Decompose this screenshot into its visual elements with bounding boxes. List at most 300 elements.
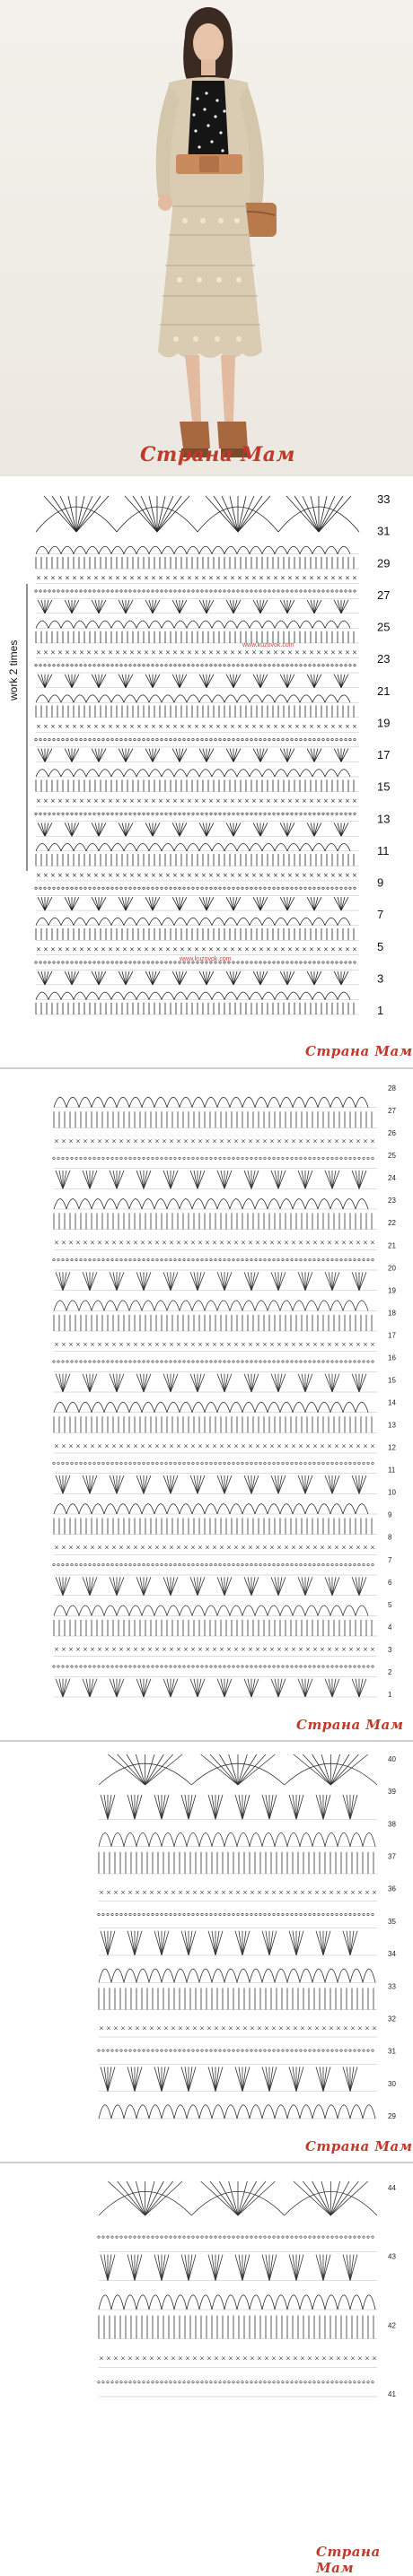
stitch-mark <box>273 1157 275 1159</box>
stitch-mark <box>313 738 315 740</box>
stitch-mark <box>309 887 311 889</box>
stitch-mark <box>125 1462 127 1464</box>
stitch-mark: × <box>277 1544 282 1552</box>
stitch-mark: × <box>201 723 206 731</box>
stitch-mark <box>138 1361 140 1362</box>
stitch-mark: × <box>205 1442 210 1450</box>
stitch-mark <box>282 2236 284 2238</box>
stitch-mark <box>144 1374 147 1392</box>
crochet-chart-2 <box>0 1067 413 1740</box>
row-number: 25 <box>388 1152 396 1161</box>
stitch-mark: × <box>320 1341 325 1348</box>
stitch-mark <box>300 1666 302 1667</box>
stitch-mark <box>372 2236 373 2238</box>
stitch-mark <box>179 813 180 814</box>
stitch-mark <box>300 590 302 592</box>
stitch-mark <box>304 887 306 889</box>
stitch-mark <box>201 887 203 889</box>
stitch-mark <box>44 887 46 889</box>
stitch-mark <box>336 1361 338 1362</box>
stitch-mark <box>65 749 72 762</box>
stitch-mark <box>174 813 176 814</box>
chain-arch <box>312 992 325 999</box>
stitch-mark <box>260 897 264 910</box>
stitch-mark <box>102 1361 104 1362</box>
stitch-mark <box>201 1563 203 1565</box>
stitch-mark <box>237 590 239 592</box>
stitch-mark <box>311 822 314 836</box>
stitch-mark: × <box>356 1239 361 1247</box>
stitch-mark <box>340 1563 342 1565</box>
stitch-mark: × <box>365 2354 370 2363</box>
stitch-mark: × <box>226 1239 232 1247</box>
stitch-mark <box>134 665 136 666</box>
stitch-mark <box>176 674 180 688</box>
stitch-mark <box>277 2381 279 2383</box>
chain-arch <box>154 1199 167 1209</box>
stitch-mark: × <box>226 1544 232 1552</box>
stitch-mark <box>138 962 140 963</box>
stitch-mark <box>259 2236 261 2238</box>
stitch-mark: × <box>235 1888 241 1896</box>
stitch-mark <box>201 1913 203 1915</box>
stitch-mark <box>174 1258 176 1260</box>
stitch-mark <box>131 1931 135 1955</box>
stitch-mark <box>147 1462 149 1464</box>
stitch-mark <box>206 971 210 985</box>
stitch-mark <box>228 1563 230 1565</box>
stitch-mark <box>343 1931 350 1955</box>
stitch-mark <box>122 822 126 836</box>
stitch-mark: × <box>111 1544 117 1552</box>
stitch-mark: × <box>183 1137 189 1145</box>
chain-arch <box>124 695 136 702</box>
stitch-mark <box>188 2381 189 2383</box>
chain-arch <box>268 1504 280 1514</box>
stitch-mark <box>304 738 306 740</box>
stitch-mark <box>314 897 321 910</box>
chain-arch <box>54 1199 66 1209</box>
stitch-mark: × <box>215 796 221 805</box>
stitch-mark <box>90 1272 97 1290</box>
stitch-mark <box>295 813 297 814</box>
chain-arch <box>305 1199 318 1209</box>
stitch-mark: × <box>294 945 300 953</box>
chain-arch <box>356 1402 368 1412</box>
stitch-mark <box>250 887 252 889</box>
stitch-mark <box>268 962 270 963</box>
stitch-mark <box>242 887 243 889</box>
stitch-mark <box>93 813 95 814</box>
chain-arch <box>224 621 237 628</box>
chain-arch <box>129 1606 142 1615</box>
stitch-mark <box>295 590 297 592</box>
stitch-mark <box>138 1913 140 1915</box>
stitch-mark <box>278 1475 282 1493</box>
stitch-mark <box>116 2049 118 2051</box>
stitch-mark <box>259 1361 261 1362</box>
stitch-mark <box>104 1795 108 1819</box>
stitch-mark <box>163 1577 171 1595</box>
stitch-mark <box>239 2067 242 2091</box>
stitch-mark <box>163 1475 171 1493</box>
stitch-mark: × <box>219 1341 224 1348</box>
stitch-mark <box>206 749 210 762</box>
stitch-mark <box>143 813 145 814</box>
stitch-mark <box>372 1563 373 1565</box>
stitch-mark: × <box>68 1239 74 1247</box>
stitch-mark <box>282 1462 284 1464</box>
stitch-mark <box>217 1171 224 1188</box>
stitch-mark <box>161 1563 163 1565</box>
chain-arch <box>330 1606 343 1615</box>
stitch-mark <box>352 1272 359 1290</box>
stitch-mark <box>322 665 324 666</box>
stitch-mark <box>116 2236 118 2238</box>
stitch-mark <box>152 962 154 963</box>
stitch-mark <box>259 2381 261 2383</box>
stitch-mark: × <box>341 1442 347 1450</box>
stitch-mark <box>129 962 131 963</box>
stitch-mark <box>199 897 206 910</box>
stitch-mark: × <box>320 1239 325 1247</box>
stitch-mark <box>352 1577 359 1595</box>
stitch-mark <box>340 1361 342 1362</box>
stitch-mark <box>250 2236 252 2238</box>
stitch-mark <box>273 887 275 889</box>
stitch-mark <box>271 1272 278 1290</box>
stitch-mark <box>99 674 106 688</box>
stitch-mark <box>136 1679 144 1697</box>
row-number: 14 <box>388 1398 396 1407</box>
chain-arch <box>275 695 287 702</box>
stitch-mark <box>62 590 64 592</box>
stitch-mark <box>90 1577 93 1595</box>
chain-arch <box>237 992 250 999</box>
stitch-mark <box>111 962 113 963</box>
stitch-mark <box>300 665 302 666</box>
stitch-mark <box>98 1157 100 1159</box>
stitch-mark <box>161 1361 163 1362</box>
chain-arch <box>66 1301 79 1310</box>
stitch-mark <box>264 1462 266 1464</box>
fan-stitch <box>238 1754 275 1785</box>
stitch-mark <box>149 600 153 614</box>
fan-stitch <box>108 1754 145 1785</box>
stitch-mark <box>286 738 288 740</box>
stitch-mark <box>295 738 297 740</box>
stitch-mark: × <box>111 1646 117 1653</box>
stitch-mark <box>129 665 131 666</box>
stitch-mark <box>250 590 252 592</box>
row-number: 15 <box>377 779 391 794</box>
stitch-mark <box>251 1272 259 1290</box>
stitch-mark <box>210 590 212 592</box>
stitch-mark <box>93 665 95 666</box>
stitch-mark: × <box>341 1544 347 1552</box>
row-number: 31 <box>377 524 391 538</box>
stitch-mark <box>134 1563 136 1565</box>
stitch-mark: × <box>309 871 314 879</box>
stitch-mark: × <box>348 1442 354 1450</box>
stitch-mark <box>197 2381 198 2383</box>
stitch-mark <box>242 2049 243 2051</box>
chain-arch <box>255 1097 268 1107</box>
stitch-mark <box>72 822 79 836</box>
stitch-mark: × <box>284 1341 289 1348</box>
stitch-mark <box>331 962 333 963</box>
stitch-mark: × <box>111 1341 117 1348</box>
stitch-mark <box>117 1577 120 1595</box>
stitch-mark <box>99 600 106 614</box>
stitch-mark: × <box>316 796 321 805</box>
stitch-mark <box>354 1462 356 1464</box>
stitch-mark <box>98 962 100 963</box>
stitch-mark <box>318 1913 320 1915</box>
stitch-mark <box>219 1666 221 1667</box>
stitch-mark: × <box>248 1341 253 1348</box>
stitch-mark: × <box>120 2354 126 2363</box>
stitch-mark: × <box>208 648 214 657</box>
chain-arch <box>192 1402 205 1412</box>
stitch-mark: × <box>171 2024 176 2032</box>
stitch-mark <box>102 887 104 889</box>
stitch-mark <box>98 2236 100 2238</box>
stitch-mark <box>298 1272 305 1290</box>
stitch-mark: × <box>294 796 300 805</box>
chart-diagram <box>0 476 413 1068</box>
stitch-mark <box>120 665 122 666</box>
stitch-mark <box>318 1666 320 1667</box>
chain-arch <box>224 918 237 925</box>
stitch-mark <box>71 1361 73 1362</box>
chain-arch <box>54 1402 66 1412</box>
fan-stitch <box>127 2181 145 2215</box>
stitch-mark <box>325 1171 332 1188</box>
stitch-mark <box>125 738 127 740</box>
stitch-mark <box>147 1258 149 1260</box>
stitch-mark <box>153 600 160 614</box>
stitch-mark <box>242 1157 243 1159</box>
chain-arch <box>142 1301 154 1310</box>
stitch-mark <box>349 2381 351 2383</box>
stitch-mark <box>93 738 95 740</box>
stitch-mark <box>233 962 234 963</box>
chain-arch <box>312 1833 325 1847</box>
stitch-mark <box>192 813 194 814</box>
chain-arch <box>262 1833 275 1847</box>
stitch-mark <box>126 897 129 910</box>
chain-arch <box>338 770 350 777</box>
stitch-mark <box>57 1563 59 1565</box>
fan-stitch <box>145 1754 164 1785</box>
stitch-mark <box>72 971 75 985</box>
stitch-mark <box>257 897 260 910</box>
stitch-mark <box>53 1462 55 1464</box>
chain-arch <box>187 992 199 999</box>
stitch-mark <box>280 897 287 910</box>
stitch-mark <box>304 1157 306 1159</box>
stitch-mark <box>99 971 102 985</box>
stitch-mark <box>273 2236 275 2238</box>
stitch-mark <box>63 1679 70 1697</box>
stitch-mark <box>246 1913 248 1915</box>
stitch-mark <box>262 1931 269 1955</box>
stitch-mark <box>305 1475 309 1493</box>
stitch-mark <box>98 887 100 889</box>
stitch-mark <box>215 887 216 889</box>
chain-arch <box>154 1301 167 1310</box>
stitch-mark <box>305 1374 309 1392</box>
stitch-mark <box>309 1913 311 1915</box>
stitch-mark <box>75 1258 77 1260</box>
chain-arch <box>268 1097 280 1107</box>
chain-arch <box>350 2295 363 2310</box>
chain-arch <box>293 1402 305 1412</box>
stitch-mark <box>171 1475 178 1493</box>
stitch-mark <box>246 1258 248 1260</box>
stitch-mark <box>331 665 333 666</box>
stitch-mark <box>117 1577 124 1595</box>
stitch-mark <box>71 665 73 666</box>
stitch-mark <box>215 2067 219 2091</box>
stitch-mark: × <box>190 1544 196 1552</box>
stitch-mark <box>239 1931 242 1955</box>
stitch-mark <box>349 2236 351 2238</box>
stitch-mark <box>156 1361 158 1362</box>
stitch-mark <box>226 822 233 836</box>
chain-arch <box>199 770 212 777</box>
stitch-mark <box>176 749 180 762</box>
stitch-mark: × <box>162 1442 167 1450</box>
stitch-mark <box>309 2236 311 2238</box>
stitch-mark: × <box>363 1239 368 1247</box>
chain-arch <box>325 918 338 925</box>
row-number: 24 <box>388 1174 396 1183</box>
stitch-mark <box>215 1563 216 1565</box>
stitch-mark <box>72 600 79 614</box>
stitch-mark <box>75 1563 77 1565</box>
stitch-mark: × <box>97 1341 102 1348</box>
stitch-mark <box>63 1475 70 1493</box>
stitch-mark <box>199 600 206 614</box>
stitch-mark: × <box>183 1341 189 1348</box>
chain-arch <box>242 1301 255 1310</box>
stitch-mark <box>140 1577 144 1595</box>
stitch-mark <box>98 2381 100 2383</box>
stitch-mark: × <box>264 2354 269 2363</box>
stitch-mark <box>304 1913 306 1915</box>
stitch-mark <box>268 2236 270 2238</box>
row-number: 5 <box>377 939 384 953</box>
stitch-mark <box>116 1361 118 1362</box>
stitch-mark <box>198 1272 205 1290</box>
stitch-mark <box>278 1374 286 1392</box>
stitch-mark <box>116 887 118 889</box>
chain-arch <box>199 992 212 999</box>
stitch-mark <box>206 897 210 910</box>
stitch-mark <box>176 600 180 614</box>
stitch-mark: × <box>302 871 307 879</box>
chain-arch <box>338 2105 350 2119</box>
stitch-mark: × <box>327 1341 332 1348</box>
stitch-mark <box>161 1157 163 1159</box>
stitch-mark: × <box>212 1442 217 1450</box>
stitch-mark <box>343 2067 350 2091</box>
stitch-mark <box>311 971 314 985</box>
stitch-mark <box>180 971 187 985</box>
stitch-mark <box>302 1171 305 1188</box>
stitch-mark <box>255 2381 257 2383</box>
stitch-mark <box>350 1795 354 1819</box>
stitch-mark <box>116 665 118 666</box>
stitch-mark <box>275 1272 278 1290</box>
stitch-mark <box>80 1563 82 1565</box>
stitch-mark <box>354 2381 356 2383</box>
stitch-mark <box>275 1374 278 1392</box>
stitch-mark <box>165 1913 167 1915</box>
stitch-mark <box>84 1361 86 1362</box>
stitch-mark <box>183 1361 185 1362</box>
chain-arch <box>318 1097 330 1107</box>
stitch-mark: × <box>241 1544 246 1552</box>
chain-arch <box>92 1199 104 1209</box>
stitch-mark <box>304 1666 306 1667</box>
stitch-mark <box>126 971 129 985</box>
stitch-mark <box>322 1563 324 1565</box>
stitch-mark: × <box>147 1442 153 1450</box>
stitch-mark: × <box>57 871 63 879</box>
chain-arch <box>338 844 350 851</box>
stitch-mark <box>262 2255 269 2281</box>
stitch-mark <box>125 1666 127 1667</box>
stitch-mark: × <box>244 648 250 657</box>
stitch-mark <box>336 2049 338 2051</box>
stitch-mark: × <box>108 648 113 657</box>
stitch-mark <box>98 1462 100 1464</box>
row-number: 7 <box>388 1555 392 1564</box>
stitch-mark <box>101 1931 108 1955</box>
stitch-mark: × <box>251 574 257 582</box>
stitch-mark <box>331 1157 333 1159</box>
stitch-mark <box>217 1475 224 1493</box>
stitch-mark: × <box>226 1646 232 1653</box>
stitch-mark <box>171 1272 178 1290</box>
stitch-mark: × <box>54 1442 59 1450</box>
fan-stitch <box>303 2181 330 2215</box>
stitch-mark <box>35 665 37 666</box>
stitch-mark <box>358 1258 360 1260</box>
stitch-mark: × <box>187 574 192 582</box>
stitch-mark <box>287 749 294 762</box>
stitch-mark <box>271 1171 278 1188</box>
stitch-mark <box>349 962 351 963</box>
stitch-mark <box>313 2236 315 2238</box>
chain-arch <box>167 1504 180 1514</box>
row-number: 34 <box>388 1950 396 1959</box>
stitch-mark: × <box>57 945 63 953</box>
stitch-mark <box>345 813 347 814</box>
stitch-mark <box>192 887 194 889</box>
stitch-mark <box>212 2255 215 2281</box>
stitch-mark <box>165 1666 167 1667</box>
chain-arch <box>250 992 262 999</box>
stitch-mark <box>268 590 270 592</box>
stitch-mark <box>144 1577 147 1595</box>
stitch-mark <box>363 1361 365 1362</box>
stitch-mark <box>111 887 113 889</box>
stitch-mark: × <box>251 648 257 657</box>
